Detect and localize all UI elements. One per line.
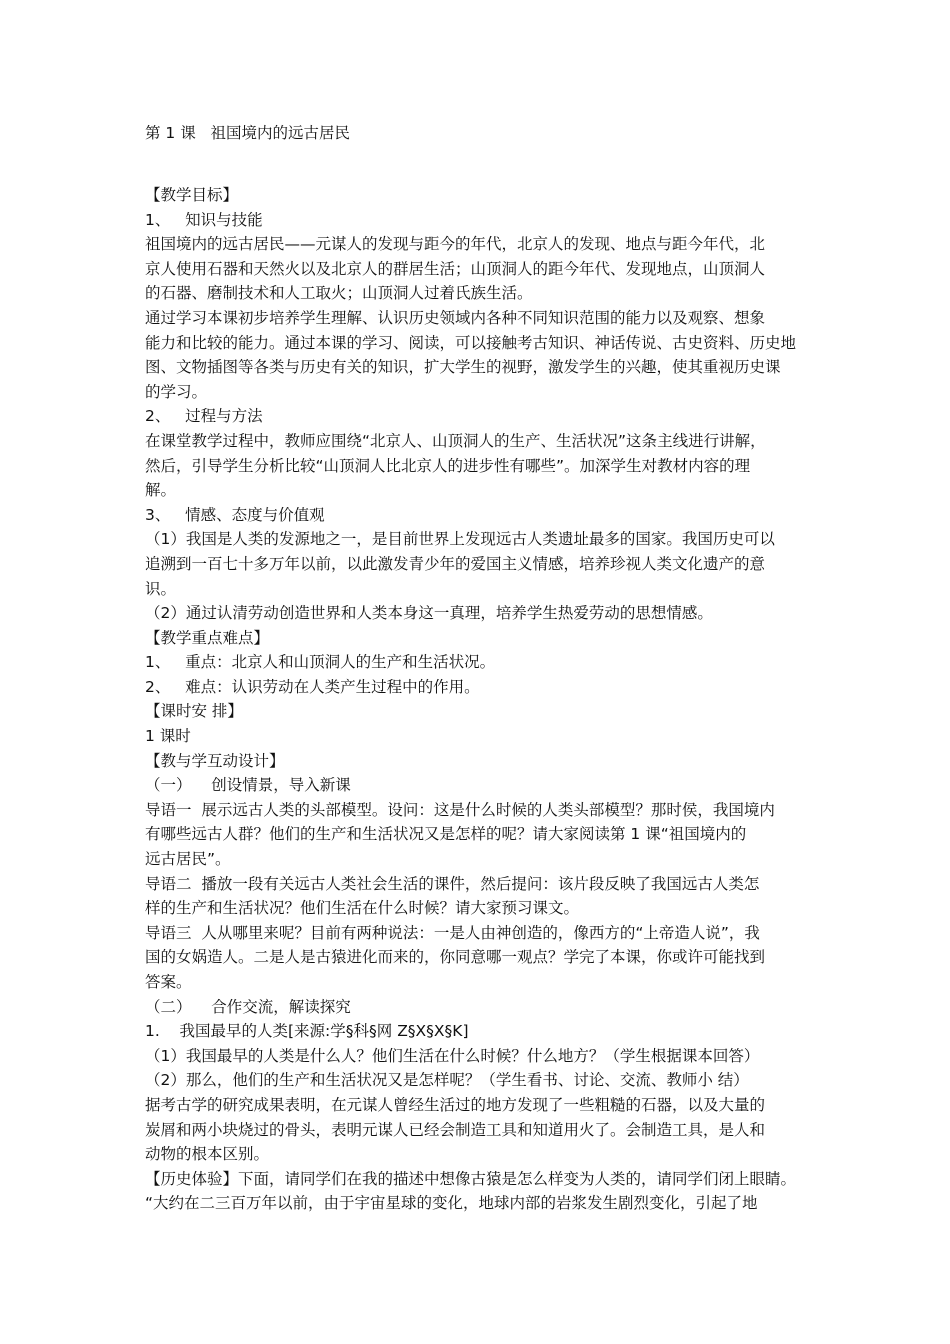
text-line: 国的女娲造人。二是人是古猿进化而来的，你同意哪一观点？学完了本课，你或许可能找到 <box>145 948 766 967</box>
text-line: 有哪些远古人群？他们的生产和生活状况又是怎样的呢？请大家阅读第 1 课“祖国境内的 <box>145 825 747 844</box>
text-line: （2）通过认清劳动创造世界和人类本身这一真理，培养学生热爱劳动的思想情感。 <box>145 604 713 623</box>
text-line: 动物的根本区别。 <box>145 1145 270 1164</box>
text-line: 远古居民”。 <box>145 850 231 869</box>
text-line: 3、 情感、态度与价值观 <box>145 505 325 524</box>
text-line: 1、 重点：北京人和山顶洞人的生产和生活状况。 <box>145 653 496 672</box>
text-line: 【教学重点难点】 <box>145 628 270 647</box>
text-line: （1）我国是人类的发源地之一，是目前世界上发现远古人类遗址最多的国家。我国历史可以 <box>145 530 775 549</box>
document-body <box>145 183 825 1216</box>
text-line: 识。 <box>145 579 177 598</box>
text-line: 通过学习本课初步培养学生理解、认识历史领域内各种不同知识范围的能力以及观察、想象 <box>145 308 766 327</box>
text-line: 能力和比较的能力。通过本课的学习、阅读，可以接触考古知识、神话传说、古史资料、历史地 <box>145 333 797 352</box>
text-line: 1 课时 <box>145 727 191 746</box>
text-line: （一） 创设情景，导入新课 <box>145 776 351 795</box>
text-line: （二） 合作交流，解读探究 <box>145 997 351 1016</box>
text-line: 的石器、磨制技术和人工取火；山顶洞人过着氏族生活。 <box>145 284 533 303</box>
text-line: 京人使用石器和天然火以及北京人的群居生活；山顶洞人的距今年代、发现地点，山顶洞人 <box>145 259 766 278</box>
text-line: 的学习。 <box>145 382 208 401</box>
text-line: 样的生产和生活状况？他们生活在什么时候？请大家预习课文。 <box>145 899 580 918</box>
text-line: 据考古学的研究成果表明，在元谋人曾经生活过的地方发现了一些粗糙的石器，以及大量的 <box>145 1095 766 1114</box>
text-line: （1）我国最早的人类是什么人？他们生活在什么时候？什么地方？（学生根据课本回答） <box>145 1046 760 1065</box>
text-line: 炭屑和两小块烧过的骨头，表明元谋人已经会制造工具和知道用火了。会制造工具，是人和 <box>145 1120 766 1139</box>
text-line: 祖国境内的远古居民——元谋人的发现与距今的年代，北京人的发现、地点与距今年代，北 <box>145 235 766 254</box>
text-line: 追溯到一百七十多万年以前，以此激发青少年的爱国主义情感，培养珍视人类文化遗产的意 <box>145 554 766 573</box>
text-line: 【课时安 排】 <box>145 702 243 721</box>
text-line: “大约在二三百万年以前，由于宇宙星球的变化，地球内部的岩浆发生剧烈变化，引起了地 <box>145 1194 758 1213</box>
text-line: 1. 我国最早的人类[来源:学§科§网 Z§X§X§K] <box>145 1022 469 1041</box>
lesson-title: 第 1 课 祖国境内的远古居民 <box>145 124 350 142</box>
text-line: 【教学目标】 <box>145 186 239 204</box>
text-line: 导语一 展示远古人类的头部模型。设问：这是什么时候的人类头部模型？那时侯，我国境内 <box>145 800 775 819</box>
text-line: 导语二 播放一段有关远古人类社会生活的课件，然后提问：该片段反映了我国远古人类怎 <box>145 874 760 893</box>
text-line: 答案。 <box>145 973 192 991</box>
text-line: 然后，引导学生分析比较“山顶洞人比北京人的进步性有哪些”。加深学生对教材内容的理 <box>145 456 751 475</box>
text-line: 导语三 人从哪里来呢？目前有两种说法：一是人由神创造的，像西方的“上帝造人说”，我 <box>145 923 760 942</box>
text-line: 图、文物插图等各类与历史有关的知识，扩大学生的视野，激发学生的兴趣，使其重视历史课 <box>145 358 781 377</box>
text-line: 2、 难点：认识劳动在人类产生过程中的作用。 <box>145 677 480 696</box>
text-line: 【历史体验】下面，请同学们在我的描述中想像古猿是怎么样变为人类的，请同学们闭上眼睛。 <box>145 1169 797 1188</box>
text-line: 1、 知识与技能 <box>145 210 263 229</box>
document-page <box>145 121 825 1216</box>
text-line: 2、 过程与方法 <box>145 407 263 426</box>
text-line: 解。 <box>145 481 177 500</box>
text-line: （2）那么，他们的生产和生活状况又是怎样呢？（学生看书、讨论、交流、教师小 结） <box>145 1071 749 1090</box>
text-line: 在课堂教学过程中，教师应围绕“北京人、山顶洞人的生产、生活状况”这条主线进行讲解， <box>145 431 766 450</box>
text-line: 【教与学互动设计】 <box>145 751 285 770</box>
